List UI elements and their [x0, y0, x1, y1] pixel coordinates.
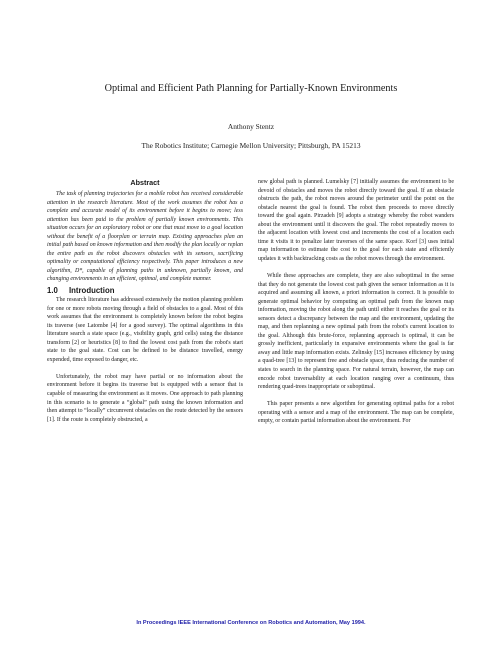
- left-column: [47, 178, 243, 424]
- author-affiliation: The Robotics Institute; Carnegie Mellon University; Pittsburgh, PA 15213: [141, 141, 361, 150]
- author-name: Anthony Stentz: [227, 122, 275, 131]
- right-paragraph-3: This paper presents a new algorithm for generating optimal paths for a robot operating with a sensor and a map of the environment. The map can be complete, empty, or contain partial information about the environment. For: [258, 401, 454, 425]
- section-number: 1.0: [47, 286, 58, 296]
- paper-title: Optimal and Efficient Path Planning for Partially-Known Environments: [104, 83, 398, 94]
- intro-paragraph-1: The research literature has addressed extensively the motion planning problem for one or more robots moving through a field of obstacles to a goal. Most of this work assumes that the environment is completely known before the robot begins its traverse (see Latombe [4] for a good survey). The optimal algorithms in this literature search a state space (e.g., visibility graph, grid cells) using the distance transform [2] or heuristics [8] to find the lowest cost path from the robot's start state to the goal state. Cost can be defined to be distance travelled, energy expended, time exposed to danger, etc.: [47, 297, 243, 363]
- right-column: [258, 178, 454, 426]
- section-heading: [47, 286, 243, 296]
- abstract-section: [47, 178, 243, 284]
- publication-footer: In Proceedings IEEE International Conference on Robotics and Automation, May 1994.: [136, 620, 366, 626]
- right-paragraph-1: new global path is planned. Lumelsky [7] initially assumes the environment to be devoid of obstacles and moves the robot directly toward the goal. If an obstacle obstructs the path, the robot moves around the perimeter until the point on the obstacle nearest the goal is found. The robot then proceeds to move directly toward the goal again. Pirzadeh [9] adopts a strategy whereby the robot wanders about the environment until it discovers the goal. The robot repeatedly moves to the adjacent location with lowest cost and increments the cost of a location each time it visits it to penalize later traverses of the same space. Korf [3] uses initial map information to estimate the cost to the goal for each state and efficiently updates it with backtracking costs as the robot moves through the environment.: [258, 179, 454, 262]
- intro-body: [47, 296, 243, 424]
- section-title: Introduction: [69, 286, 115, 296]
- abstract-heading: Abstract: [130, 178, 160, 187]
- abstract-text: The task of planning trajectories for a mobile robot has received considerable attention in the research literature. Most of the work assumes the robot has a complete and accurate model of its environment before it begins to move; less attention has been paid to the problem of partially known environments. This situation occurs for an exploratory robot or one that must move to a goal location without the benefit of a floorplan or terrain map. Existing approaches plan an initial path based on known information and then modify the plan locally or replan the entire path as the robot discovers obstacles with its sensors, sacrificing optimality or computational efficiency respectively. This paper introduces a new algorithm, D*, capable of planning paths in unknown, partially known, and changing environments in an efficient, optimal, and complete manner.: [47, 191, 243, 283]
- right-paragraph-2: While these approaches are complete, they are also suboptimal in the sense that they do not generate the lowest cost path given the sensor information as it is acquired and assuming all known, a priori information is correct. It is possible to generate optimal behavior by computing an optimal path from the known map information, moving the robot along the path until either it reaches the goal or its sensors detect a discrepancy between the map and the environment, updating the map, and then replanning a new optimal path from the robot's current location to the goal. Although this brute-force, replanning approach is optimal, it can be grossly inefficient, particularly in expansive environments where the goal is far away and little map information exists. Zelinsky [15] increases efficiency by using a quad-tree [13] to represent free and obstacle space, thus reducing the number of states to search in the planning space. For natural terrain, however, the map can encode robot traversability at each location ranging over a continuum, thus rendering quad-trees inappropriate or suboptimal.: [258, 272, 454, 391]
- intro-paragraph-2: Unfortunately, the robot may have partial or no information about the environment before it begins its traverse but is equipped with a sensor that is capable of measuring the environment as it moves. One approach to path planning in this scenario is to generate a “global” path using the known information and then attempt to “locally” circumvent obstacles on the route detected by the sensors [1]. If the route is completely obstructed, a: [47, 373, 243, 423]
